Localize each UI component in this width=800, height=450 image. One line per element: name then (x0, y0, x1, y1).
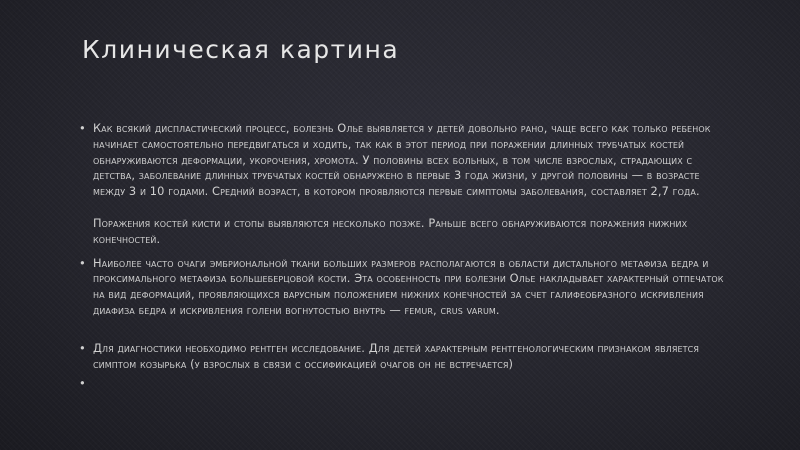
bullet-item (72, 341, 732, 373)
bullet-item (72, 121, 732, 248)
bullet-item-empty (72, 376, 732, 392)
slide-content (72, 121, 732, 392)
bullet-paragraph: • Для диагностики необходимо рентген исследование. Для детей характерным рентгенологическим признаком является симптом козырька (у взрослых в связи с оссификацией очагов он не встречается) (93, 340, 700, 371)
bullet-paragraph: • Как всякий диспластический процесс, болезнь Олье выявляется у детей довольно рано, чаще всего как только ребенок начинает самостоятельно передвигаться и ходить, так как в этот период при поражении длинных трубчатых костей обнаруживаются деформации, укорочения, хромота. У половины всех больных, в том числе взрослых, страдающих с детства, заболевание длинных трубчатых костей обнаружено в первые 3 года жизни, у другой половины — в возрасте между 3 и 10 годами. Средний возраст, в котором проявляются первые симптомы заболевания, составляет 2,7 года. (93, 121, 711, 199)
bullet-item (72, 256, 732, 319)
bullet-paragraph: Поражения костей кисти и стопы выявляются несколько позже. Раньше всего обнаруживаются поражения нижних конечностей. (93, 215, 688, 246)
slide-title: Клиническая картина (82, 35, 400, 64)
bullet-paragraph: • Наиболее часто очаги эмбриональной ткани больших размеров располагаются в области дистального метафиза бедра и проксимального метафиза большеберцовой кости. Эта особенность при болезни Олье накладывает характерный отпечаток на вид деформаций, проявляющихся варусным положением нижних конечностей за счет галифеобразного искривления диафиза бедра и искривления голени вогнутостью внутрь — femur, crus varum. (93, 255, 724, 317)
